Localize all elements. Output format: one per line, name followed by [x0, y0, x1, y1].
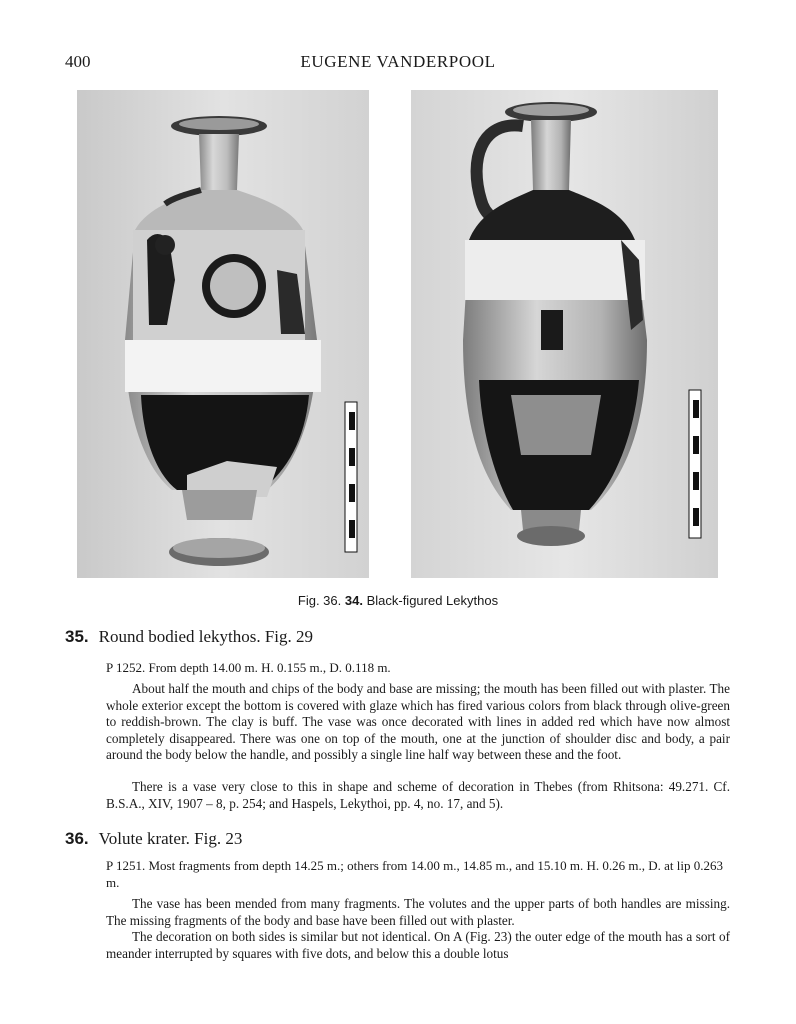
entry-title: Round bodied lekythos. Fig. 29 [98, 627, 314, 646]
entry-heading [65, 829, 242, 849]
lekythos-front-photo [77, 90, 369, 578]
entry-number: 36. [65, 829, 89, 848]
entry-heading [65, 627, 313, 647]
catalogue-number: 34. [344, 593, 363, 608]
figure-title: Black-figured Lekythos [366, 593, 499, 608]
entry-paragraph: About half the mouth and chips of the body and base are missing; the mouth has been filled out with plaster. The whole exterior except the bottom is covered with glaze which has fired various colors from black through olive-green to reddish-brown. The clay is buff. The vase was once decorated with lines in added red which have now almost completely disappeared. There was one on top of the mouth, one at the junction of shoulder disc and body, a pair around the body below the handle, and possibly a single line half way between these and the foot. [106, 681, 730, 762]
figure-label: Fig. 36. [297, 593, 342, 608]
lekythos-side-photo [411, 90, 718, 578]
page-number: 400 [65, 52, 91, 71]
entry-inventory: P 1252. From depth 14.00 m. H. 0.155 m., D. 0.118 m. [106, 660, 391, 675]
entry-paragraph: There is a vase very close to this in shape and scheme of decoration in Thebes (from Rhitsona: 49.271. Cf. B.S.A., XIV, 1907 – 8, p. 254; and Haspels, Lekythoi, pp. 4, no. 17, and 5). [106, 779, 730, 811]
entry-title: Volute krater. Fig. 23 [98, 829, 243, 848]
entry-paragraph: The vase has been mended from many fragments. The volutes and the upper parts of both handles are missing. The missing fragments of the body and base have been filled out with plaster. [106, 896, 730, 928]
entry-number: 35. [65, 627, 89, 646]
entry-inventory: P 1251. Most fragments from depth 14.25 m.; others from 14.00 m., 14.85 m., and 15.10 m. H. 0.26 m., D. at lip 0.263 m. [106, 858, 723, 890]
entry-paragraph: The decoration on both sides is similar but not identical. On A (Fig. 23) the outer edge of the mouth has a sort of meander interrupted by squares with five dots, and below this a double lotus [106, 929, 730, 961]
figure-caption [0, 593, 796, 608]
running-title: EUGENE VANDERPOOL [300, 52, 496, 71]
